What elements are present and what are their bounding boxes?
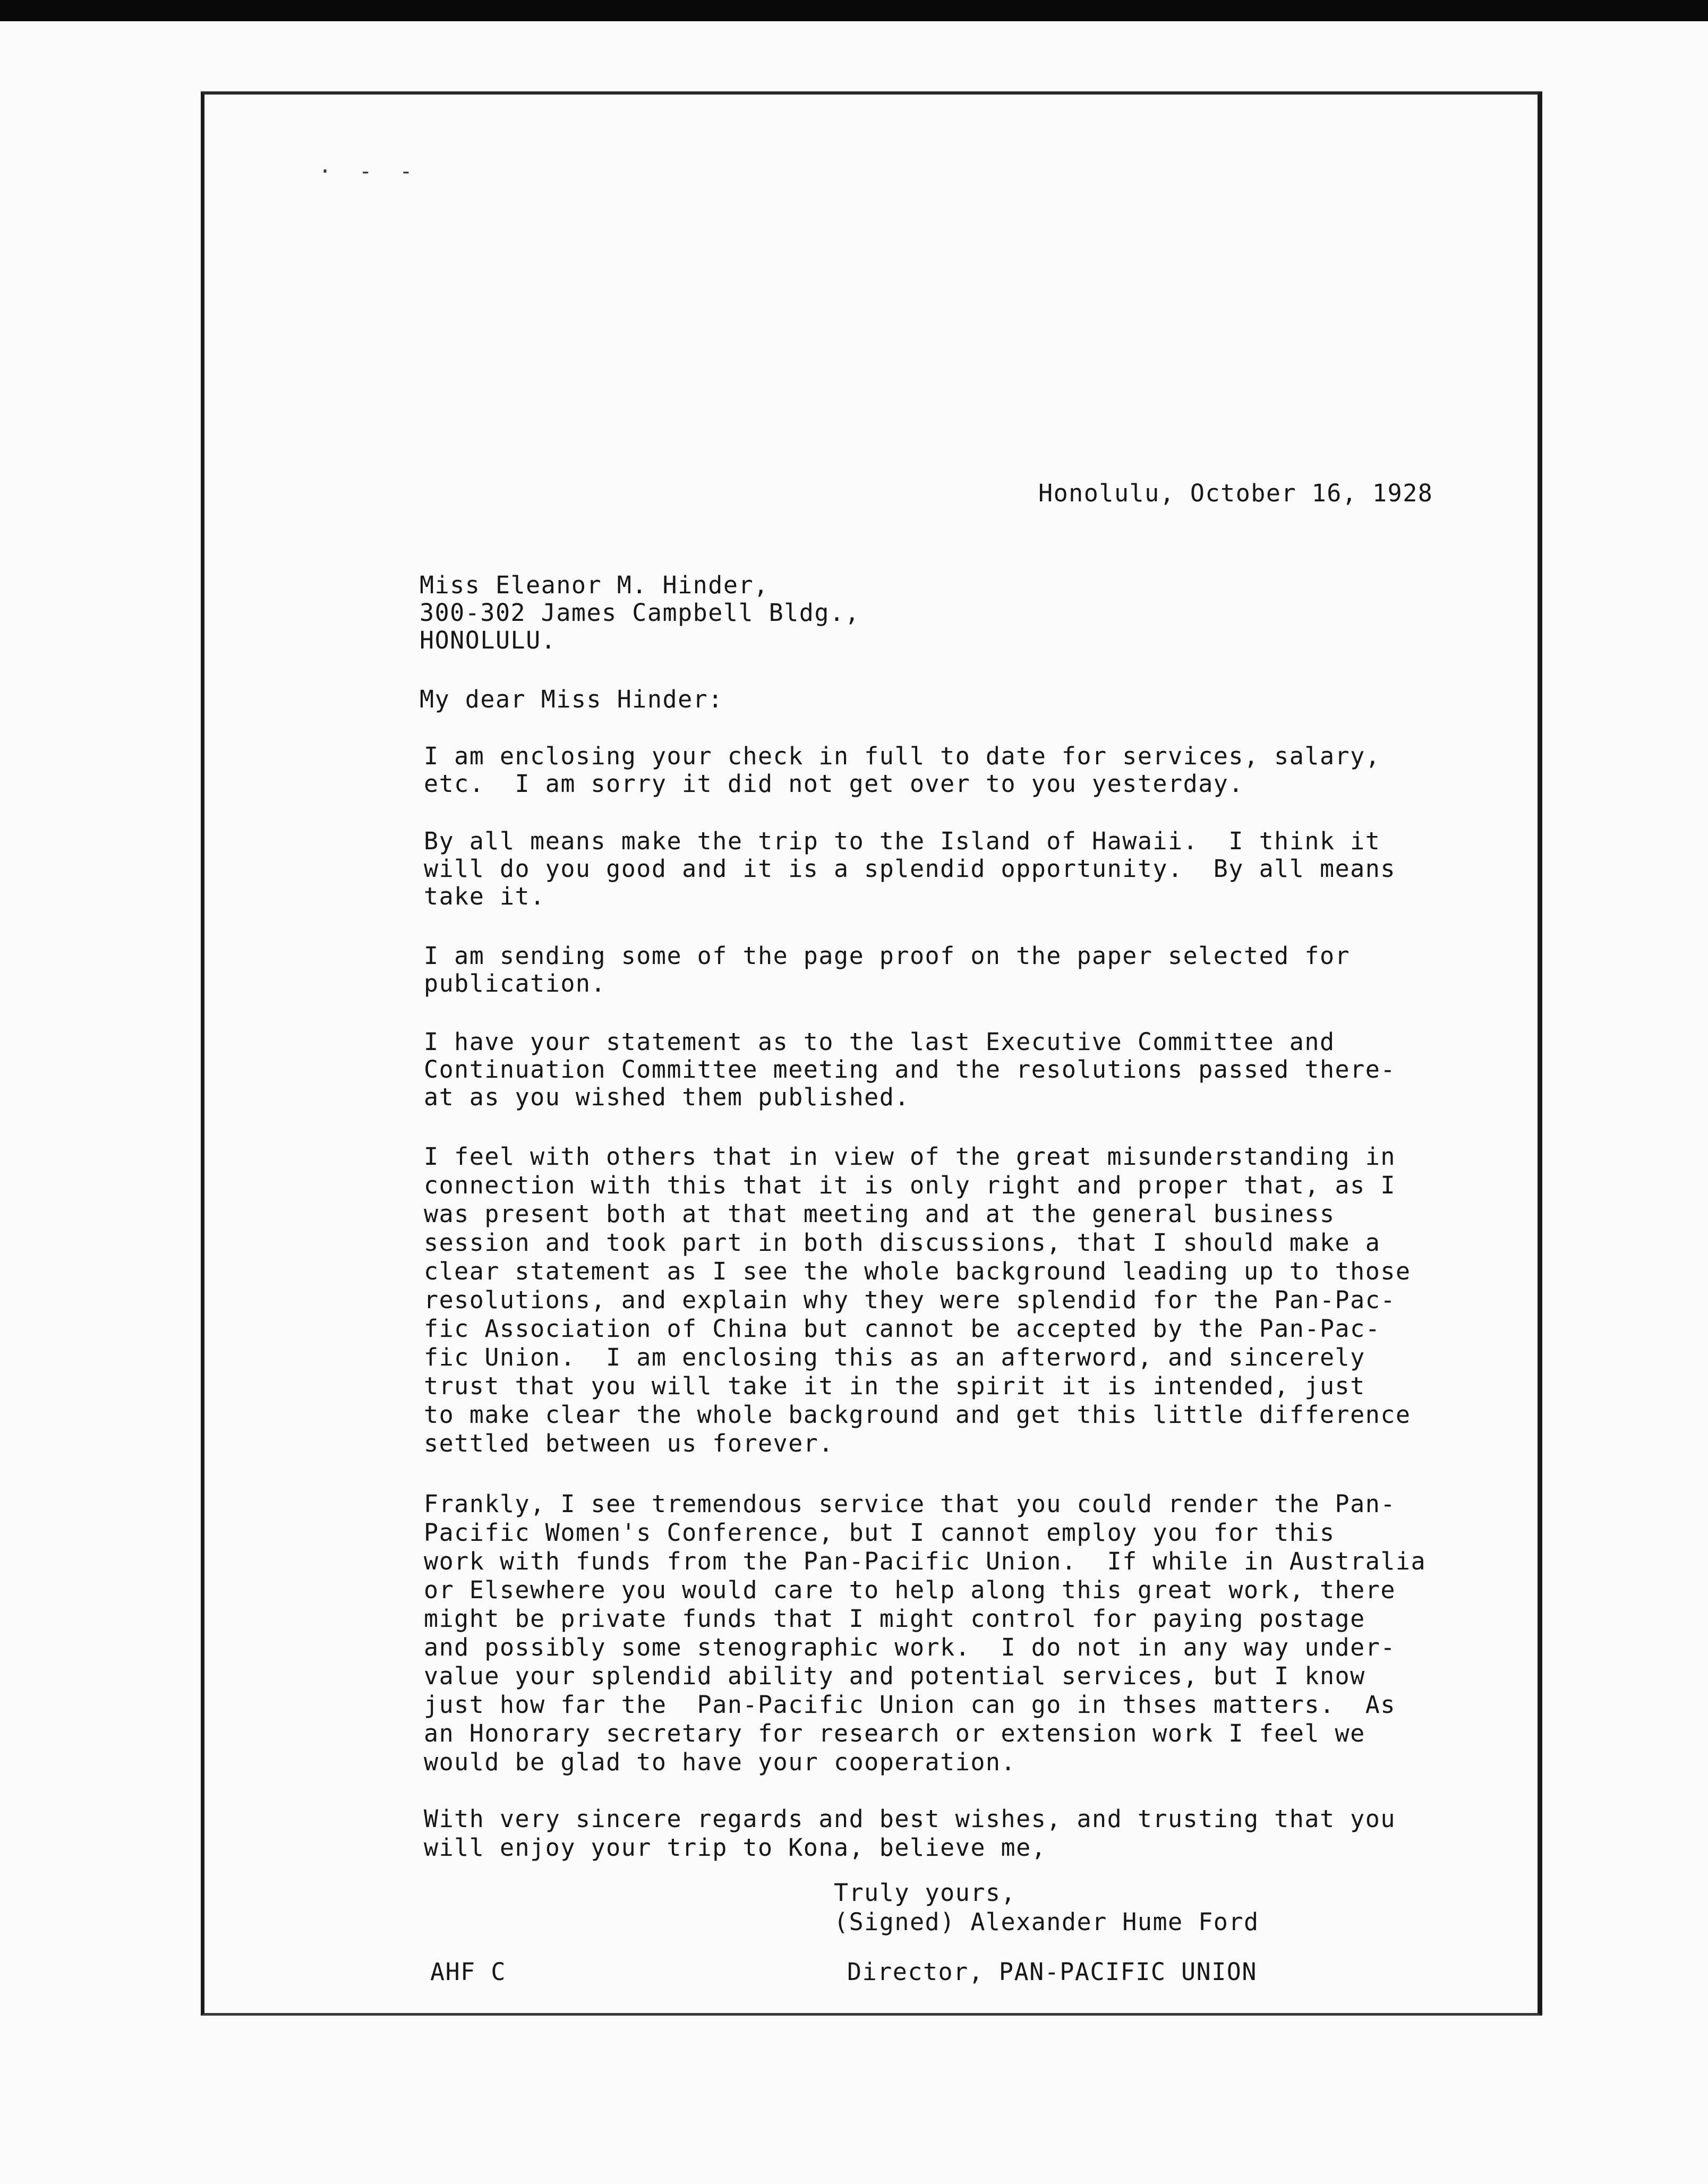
- paragraph-4-line: Continuation Committee meeting and the resolutions passed there-: [424, 1055, 1396, 1084]
- paragraph-6-line: Frankly, I see tremendous service that you could render the Pan-: [424, 1490, 1396, 1518]
- paragraph-1-line: etc. I am sorry it did not get over to you yesterday.: [424, 770, 1244, 798]
- paragraph-2-line: will do you good and it is a splendid opportunity. By all means: [424, 855, 1396, 883]
- paragraph-6-line: just how far the Pan-Pacific Union can go in thses matters. As: [424, 1691, 1396, 1719]
- paragraph-5-line: was present both at that meeting and at the general business: [424, 1200, 1335, 1228]
- paragraph-6-line: and possibly some stenographic work. I do not in any way under-: [424, 1633, 1396, 1661]
- paragraph-7-line: will enjoy your trip to Kona, believe me,: [424, 1833, 1047, 1862]
- paragraph-5-line: session and took part in both discussions, that I should make a: [424, 1228, 1381, 1257]
- paragraph-3-line: I am sending some of the page proof on the paper selected for: [424, 942, 1351, 970]
- paragraph-5-line: connection with this that it is only right and proper that, as I: [424, 1171, 1396, 1199]
- paragraph-3-line: publication.: [424, 969, 607, 997]
- paragraph-6-line: Pacific Women's Conference, but I cannot employ you for this: [424, 1518, 1335, 1547]
- paragraph-7-line: With very sincere regards and best wishes, and trusting that you: [424, 1805, 1396, 1833]
- paragraph-6-line: would be glad to have your cooperation.: [424, 1748, 1017, 1776]
- paragraph-5-line: I feel with others that in view of the great misunderstanding in: [424, 1142, 1396, 1171]
- paragraph-5-line: clear statement as I see the whole background leading up to those: [424, 1257, 1411, 1285]
- paragraph-2-line: By all means make the trip to the Island of Hawaii. I think it: [424, 827, 1381, 855]
- paragraph-6-line: work with funds from the Pan-Pacific Union. If while in Australia: [424, 1547, 1427, 1575]
- closing: Truly yours,: [834, 1879, 1017, 1907]
- paragraph-4-line: at as you wished them published.: [424, 1083, 910, 1111]
- paragraph-1-line: I am enclosing your check in full to date for services, salary,: [424, 742, 1381, 770]
- paragraph-5-line: to make clear the whole background and get this little difference: [424, 1401, 1411, 1429]
- salutation: My dear Miss Hinder:: [420, 685, 723, 713]
- signature: (Signed) Alexander Hume Ford: [834, 1908, 1259, 1936]
- typist-initials: AHF C: [430, 1958, 506, 1986]
- paragraph-5-line: trust that you will take it in the spirit it is intended, just: [424, 1372, 1365, 1400]
- paragraph-5-line: fic Association of China but cannot be accepted by the Pan-Pac-: [424, 1315, 1381, 1343]
- paragraph-5-line: fic Union. I am enclosing this as an afterword, and sincerely: [424, 1343, 1365, 1371]
- paragraph-6-line: might be private funds that I might control for paying postage: [424, 1605, 1365, 1633]
- paragraph-5-line: resolutions, and explain why they were splendid for the Pan-Pac-: [424, 1286, 1396, 1314]
- dateline: Honolulu, October 16, 1928: [1038, 479, 1433, 507]
- paragraph-4-line: I have your statement as to the last Executive Committee and: [424, 1028, 1335, 1056]
- recipient-name: Miss Eleanor M. Hinder,: [420, 571, 769, 599]
- paragraph-6-line: value your splendid ability and potential services, but I know: [424, 1662, 1365, 1690]
- recipient-city: HONOLULU.: [420, 626, 557, 654]
- signer-title: Director, PAN-PACIFIC UNION: [847, 1958, 1257, 1986]
- paragraph-2-line: take it.: [424, 882, 545, 910]
- scan-specks: · - -: [319, 159, 420, 184]
- paragraph-5-line: settled between us forever.: [424, 1429, 834, 1457]
- paragraph-6-line: an Honorary secretary for research or extension work I feel we: [424, 1719, 1365, 1747]
- paragraph-6-line: or Elsewhere you would care to help along this great work, there: [424, 1576, 1396, 1604]
- recipient-street: 300-302 James Campbell Bldg.,: [420, 599, 860, 627]
